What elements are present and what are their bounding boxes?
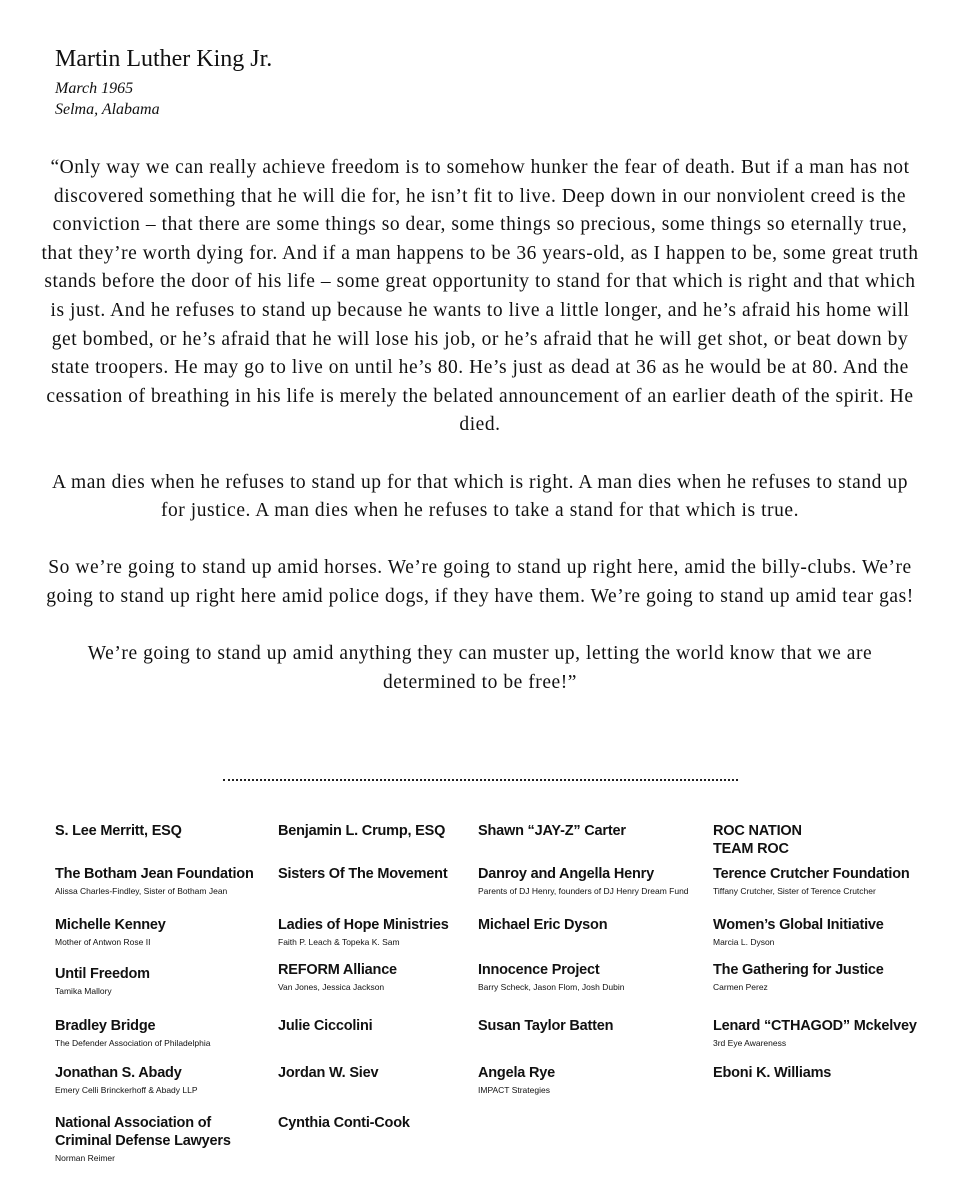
signatory [478, 1017, 693, 1038]
quote-date: March 1965 [55, 80, 134, 97]
signatory-name: Angela Rye [478, 1065, 555, 1081]
signatory-name: ROC NATION TEAM ROC [713, 823, 802, 857]
signatory [478, 961, 693, 993]
signatory [713, 916, 928, 948]
signatory-name: Ladies of Hope Ministries [278, 917, 449, 933]
signatory-affiliation: Parents of DJ Henry, founders of DJ Henry Dream Fund [478, 886, 689, 896]
signatory-name: REFORM Alliance [278, 962, 397, 978]
signatory-affiliation: Alissa Charles-Findley, Sister of Botham Jean [55, 886, 228, 896]
dotted-divider [223, 779, 738, 781]
signatory [55, 965, 270, 997]
quote-paragraph: A man dies when he refuses to stand up for that which is right. A man dies when he refuses to stand up for justice. A man dies when he refuses to take a stand for that which is true. [52, 471, 908, 522]
signatory-name: Cynthia Conti-Cook [278, 1115, 410, 1131]
signatory [478, 916, 693, 937]
signatory-name: Michelle Kenney [55, 917, 166, 933]
signatory-name: Terence Crutcher Foundation [713, 866, 910, 882]
signatory [55, 865, 270, 897]
signatory [278, 916, 493, 948]
signatory-affiliation: Marcia L. Dyson [713, 937, 775, 947]
signatory-name: Susan Taylor Batten [478, 1018, 614, 1034]
signatory [278, 1064, 493, 1085]
signatory-affiliation: Tiffany Crutcher, Sister of Terence Crutcher [713, 886, 876, 896]
signatory [278, 865, 493, 886]
signatory-name: Innocence Project [478, 962, 600, 978]
signatory-name: The Gathering for Justice [713, 962, 884, 978]
signatory-affiliation: Van Jones, Jessica Jackson [278, 982, 385, 992]
signatory-name: Benjamin L. Crump, ESQ [278, 823, 446, 839]
signatory-affiliation: Tamika Mallory [55, 986, 112, 996]
signatory [55, 916, 270, 948]
signatory-affiliation: 3rd Eye Awareness [713, 1038, 787, 1048]
signatory-name: Women’s Global Initiative [713, 917, 884, 933]
document-header [55, 44, 272, 120]
signatory-affiliation: Norman Reimer [55, 1153, 115, 1163]
signatory-name: Danroy and Angella Henry [478, 866, 654, 882]
signatory-name: Jordan W. Siev [278, 1065, 379, 1081]
signatory [55, 1114, 270, 1164]
signatory-name: Lenard “CTHAGOD” Mckelvey [713, 1018, 917, 1034]
quote-paragraph: So we’re going to stand up amid horses. We’re going to stand up right here, amid the billy-clubs. We’re going to stand up right here amid police dogs, if they have them. We’re going to stand up amid tear gas! [46, 557, 914, 607]
signatory-name: S. Lee Merritt, ESQ [55, 823, 182, 839]
signatory-affiliation: The Defender Association of Philadelphia [55, 1038, 211, 1048]
signatory-name: Until Freedom [55, 966, 150, 982]
signatory [478, 865, 693, 897]
signatory [278, 1017, 493, 1038]
signatory-affiliation: Carmen Perez [713, 982, 768, 992]
quote-author: Martin Luther King Jr. [55, 46, 273, 72]
signatory-affiliation: Barry Scheck, Jason Flom, Josh Dubin [478, 982, 625, 992]
signatory [478, 1064, 693, 1096]
signatory-affiliation: Mother of Antwon Rose II [55, 937, 151, 947]
quote-body [40, 154, 920, 726]
signatory [278, 822, 493, 843]
signatory [713, 865, 928, 897]
quote-paragraph: We’re going to stand up amid anything they can muster up, letting the world know that we are determined to be free!” [87, 643, 873, 693]
signatory-name: Jonathan S. Abady [55, 1065, 182, 1081]
quote-paragraph: “Only way we can really achieve freedom is to somehow hunker the fear of death. But if a man has not discovered something that he will die for, he isn’t fit to live. Deep down in our nonviolent creed is the conviction – that there are some things so dear, some things so precious, some things so eternally true, that they’re worth dying for. And if a man happens to be 36 years-old, as I happen to be, some great truth stands before the door of his life – some great opportunity to stand for that which is right and that which is just. And he refuses to stand up because he wants to live a little longer, and he’s afraid his home will get bombed, or he’s afraid that he will lose his job, or he’s afraid that he will get shot, or beat down by state troopers. He may go to live on until he’s 80. He’s just as dead at 36 as he would be at 80. And the cessation of breathing in his life is merely the belated announcement of an earlier death of the spirit. He died. [41, 157, 919, 436]
signatory-affiliation: IMPACT Strategies [478, 1085, 550, 1095]
signatory [278, 961, 493, 993]
signatory-name: Sisters Of The Movement [278, 866, 448, 882]
signatory [278, 1114, 493, 1135]
signatory [713, 1064, 928, 1085]
signatory-name: Shawn “JAY-Z” Carter [478, 823, 626, 839]
signatory [713, 1017, 928, 1049]
signatory [55, 1064, 270, 1096]
signatory [713, 961, 928, 993]
signatory [55, 1017, 270, 1049]
quote-place: Selma, Alabama [55, 101, 160, 118]
signatory-name: Michael Eric Dyson [478, 917, 608, 933]
signatory-name: National Association of Criminal Defense Lawyers [55, 1115, 231, 1149]
signatory-affiliation: Faith P. Leach & Topeka K. Sam [278, 937, 400, 947]
signatory [478, 822, 693, 843]
signatory [713, 822, 928, 861]
signatory [55, 822, 270, 843]
signatory-affiliation: Emery Celli Brinckerhoff & Abady LLP [55, 1085, 198, 1095]
signatory-name: The Botham Jean Foundation [55, 866, 254, 882]
signatory-name: Bradley Bridge [55, 1018, 156, 1034]
signatory-name: Julie Ciccolini [278, 1018, 373, 1034]
signatory-name: Eboni K. Williams [713, 1065, 832, 1081]
